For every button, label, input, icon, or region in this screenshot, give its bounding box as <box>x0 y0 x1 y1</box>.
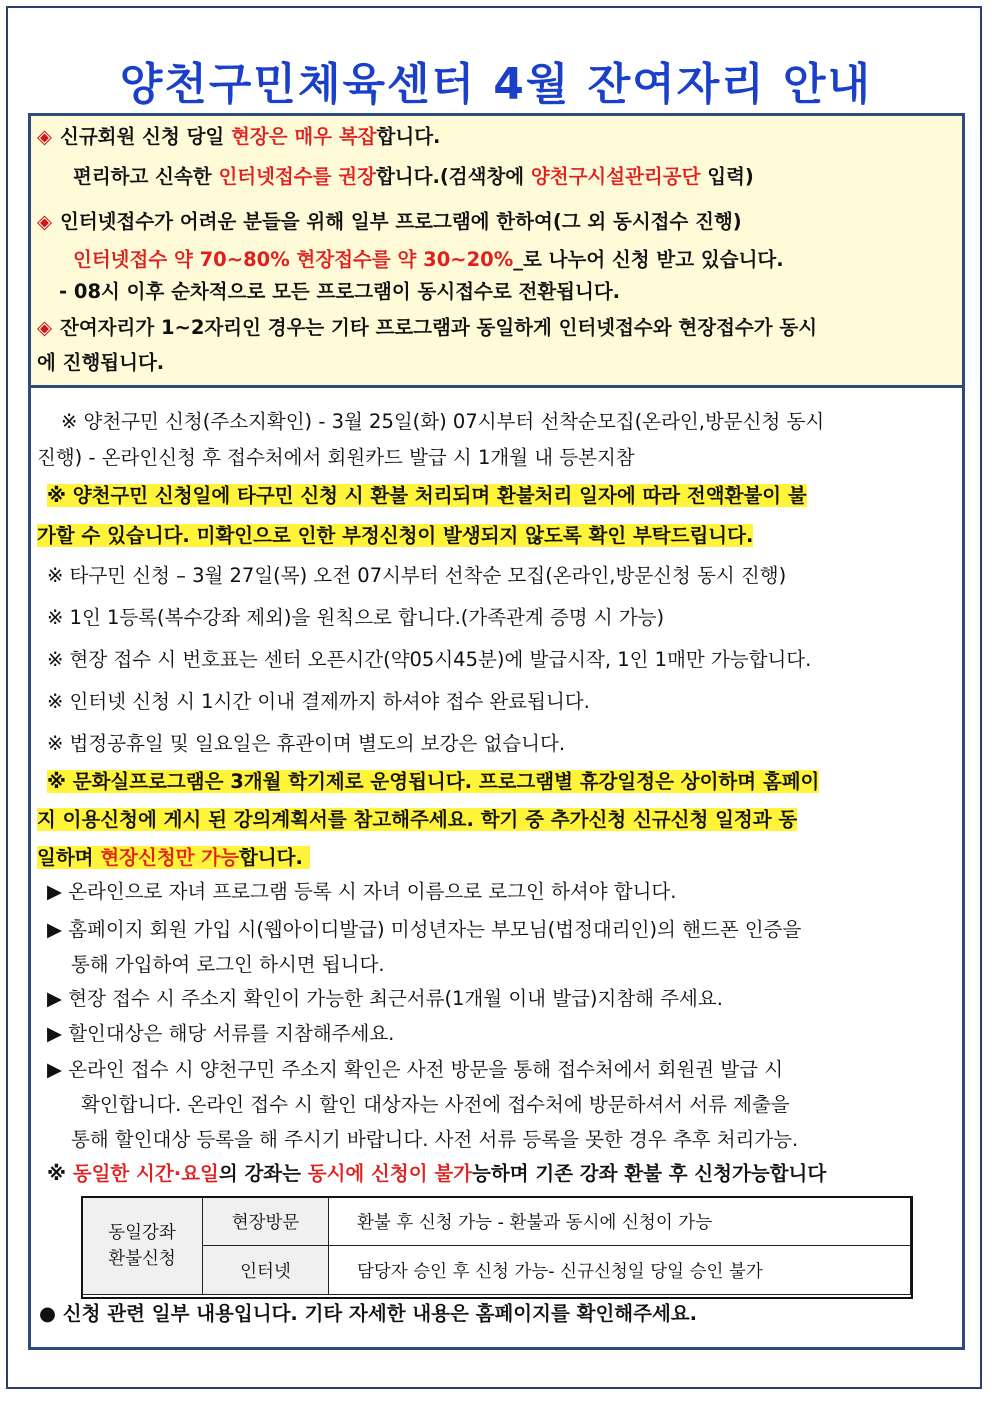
bullet-discount: ▶ 할인대상은 해당 서류를 지참해주세요. <box>47 1022 395 1045</box>
rule-nonresident: ※ 타구민 신청 – 3월 27일(목) 오전 07시부터 선착순 모집(온라인,방문신청 동시 진행) <box>47 564 787 587</box>
diamond-icon: ◈ <box>37 125 52 148</box>
notice-line-7: 에 진행됩니다. <box>37 351 165 374</box>
bullet-minor-signup-1: ▶ 홈페이지 회원 가입 시(웹아이디발급) 미성년자는 부모님(법정대리인)의 핸드폰 인증을 <box>47 918 802 941</box>
rule-refund-warning-2: 가할 수 있습니다. 미확인으로 인한 부정신청이 발생되지 않도록 확인 부탁드립니다. <box>37 524 754 547</box>
rule-culture-1: ※ 문화실프로그램은 3개월 학기제로 운영됩니다. 프로그램별 휴강일정은 상이하며 홈페이 <box>47 770 820 793</box>
rule-resident-2: 진행) - 온라인신청 후 접수처에서 회원카드 발급 시 1개월 내 등본지참 <box>37 446 635 469</box>
notice-line-2: 편리하고 신속한 인터넷접수를 권장합니다.(검색창에 양천구시설관리공단 입력) <box>73 165 754 188</box>
table-row <box>82 1246 911 1295</box>
notice-line-6: ◈ 잔여자리가 1~2자리인 경우는 기타 프로그램과 동일하게 인터넷접수와 현장접수가 동시 <box>37 316 818 339</box>
rule-holiday: ※ 법정공휴일 및 일요일은 휴관이며 별도의 보강은 없습니다. <box>47 732 566 755</box>
bullet-child-login: ▶ 온라인으로 자녀 프로그램 등록 시 자녀 이름으로 로그인 하셔야 합니다. <box>47 880 677 903</box>
bullet-documents: ▶ 현장 접수 시 주소지 확인이 가능한 최근서류(1개월 이내 발급)지참해 주세요. <box>47 987 723 1010</box>
table-row <box>82 1197 911 1246</box>
rules-panel <box>28 385 965 1350</box>
notice-line-4: 인터넷접수 약 70~80% 현장접수를 약 30~20%_로 나누어 신청 받고 있습니다. <box>73 248 784 271</box>
refund-desc-internet: 담당자 승인 후 신청 가능- 신규신청일 당일 승인 불가 <box>329 1246 911 1295</box>
rule-same-time: ※ 동일한 시간·요일의 강좌는 동시에 신청이 불가능하며 기존 강좌 환불 후 신청가능합니다 <box>47 1162 827 1185</box>
rule-one-per-person: ※ 1인 1등록(복수강좌 제외)을 원칙으로 합니다.(가족관계 증명 시 가능) <box>47 606 665 629</box>
notice-line-5: - 08시 이후 순차적으로 모든 프로그램이 동시접수로 전환됩니다. <box>59 280 621 303</box>
refund-method-internet: 인터넷 <box>203 1246 329 1295</box>
rule-ticket: ※ 현장 접수 시 번호표는 센터 오픈시간(약05시45분)에 발급시작, 1인 1매만 가능합니다. <box>47 648 812 671</box>
refund-table <box>81 1196 911 1295</box>
rule-refund-warning-1: ※ 양천구민 신청일에 타구민 신청 시 환불 처리되며 환불처리 일자에 따라 전액환불이 불 <box>47 484 807 507</box>
diamond-icon: ◈ <box>37 316 52 339</box>
rule-internet-payment: ※ 인터넷 신청 시 1시간 이내 결제까지 하셔야 접수 완료됩니다. <box>47 690 590 713</box>
rule-culture-3: 일하며 현장신청만 가능합니다. <box>37 844 952 872</box>
notice-line-1: ◈ 신규회원 신청 당일 현장은 매우 복잡합니다. <box>37 125 441 148</box>
page-title: 양천구민체육센터 4월 잔여자리 안내 <box>119 59 873 110</box>
bullet-online-address-2: 확인합니다. 온라인 접수 시 할인 대상자는 사전에 접수처에 방문하셔서 서류 제출을 <box>81 1093 790 1116</box>
refund-desc-visit: 환불 후 신청 가능 - 환불과 동시에 신청이 가능 <box>329 1197 911 1246</box>
bullet-online-address-1: ▶ 온라인 접수 시 양천구민 주소지 확인은 사전 방문을 통해 접수처에서 회원권 발급 시 <box>47 1058 784 1081</box>
footer-note: ● 신청 관련 일부 내용입니다. 기타 자세한 내용은 홈페이지를 확인해주세요. <box>39 1302 698 1325</box>
notice-panel <box>28 113 965 388</box>
refund-method-visit: 현장방문 <box>203 1197 329 1246</box>
diamond-icon: ◈ <box>37 210 52 233</box>
refund-category-cell: 동일강좌 환불신청 <box>82 1197 203 1295</box>
bullet-online-address-3: 통해 할인대상 등록을 해 주시기 바랍니다. 사전 서류 등록을 못한 경우 추후 처리가능. <box>71 1128 799 1151</box>
bullet-minor-signup-2: 통해 가입하여 로그인 하시면 됩니다. <box>71 953 385 976</box>
rule-resident-1: ※ 양천구민 신청(주소지확인) - 3월 25일(화) 07시부터 선착순모집(온라인,방문신청 동시 <box>61 410 825 433</box>
notice-line-3: ◈ 인터넷접수가 어려운 분들을 위해 일부 프로그램에 한하여(그 외 동시접수 진행) <box>37 210 742 233</box>
rule-culture-2: 지 이용신청에 게시 된 강의계획서를 참고해주세요. 학기 중 추가신청 신규신청 일정과 동 <box>37 808 798 831</box>
